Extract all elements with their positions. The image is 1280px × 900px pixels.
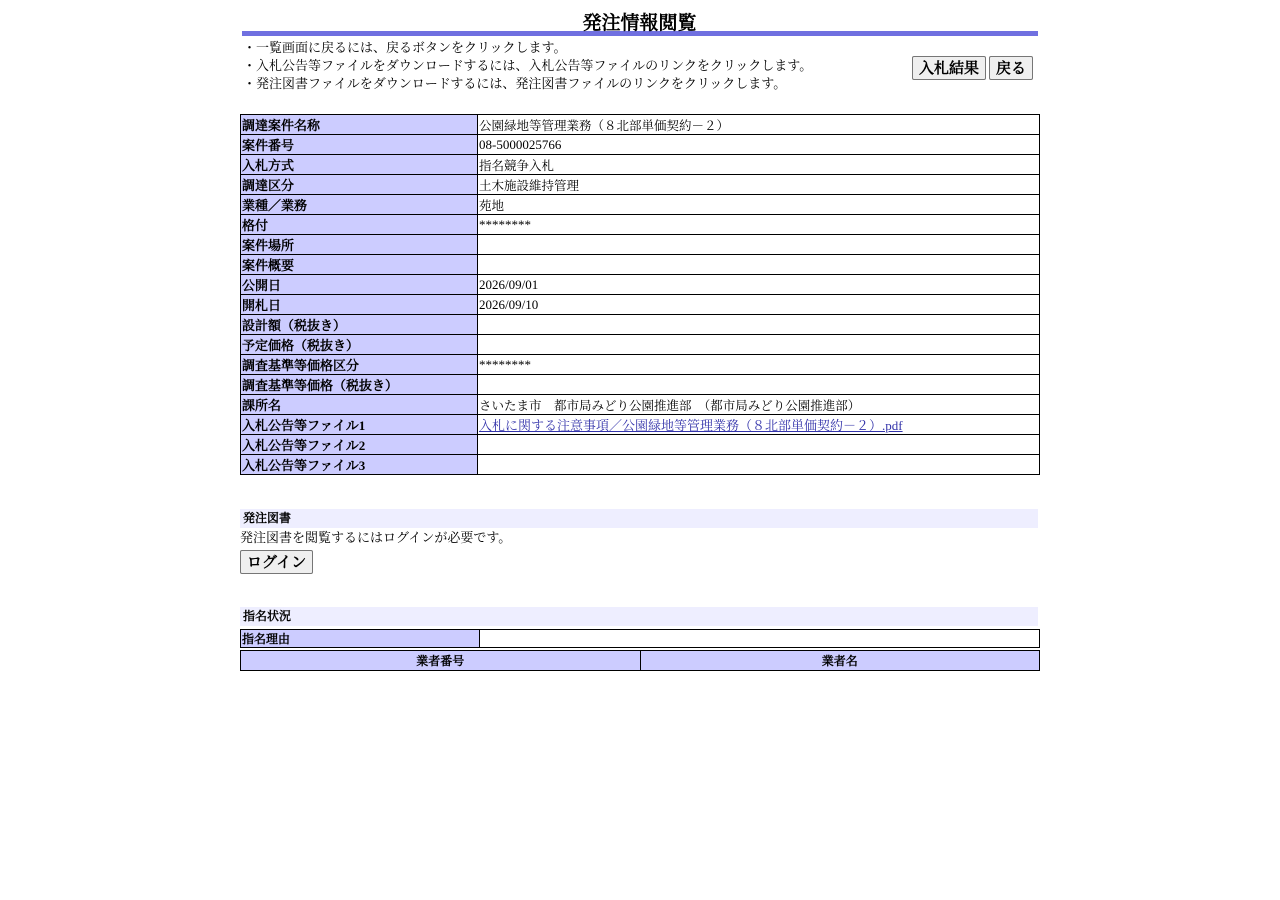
field-label: 調達案件名称 [241, 115, 478, 135]
table-row [241, 295, 1040, 315]
procurement-info-table [240, 114, 1040, 475]
field-label: 業種／業務 [241, 195, 478, 215]
field-label: 調査基準等価格（税抜き） [241, 375, 478, 395]
field-value: 指名競争入札 [478, 155, 1040, 175]
table-row [241, 115, 1040, 135]
field-label: 調査基準等価格区分 [241, 355, 478, 375]
vendor-name-header: 業者名 [640, 651, 1040, 671]
vendor-number-header: 業者番号 [241, 651, 641, 671]
field-label: 入札公告等ファイル1 [241, 415, 478, 435]
table-row [241, 435, 1040, 455]
field-label: 公開日 [241, 275, 478, 295]
instruction-line: ・入札公告等ファイルをダウンロードするには、入札公告等ファイルのリンクをクリックします。 [243, 59, 813, 74]
page [240, 0, 1040, 671]
field-value: 08-5000025766 [478, 135, 1040, 155]
table-row [241, 375, 1040, 395]
field-label: 案件番号 [241, 135, 478, 155]
field-label: 入札公告等ファイル2 [241, 435, 478, 455]
instructions-row [240, 36, 1040, 114]
nomination-reason-table [240, 629, 1040, 648]
table-row [241, 155, 1040, 175]
field-value: 苑地 [478, 195, 1040, 215]
documents-section-heading: 発注図書 [240, 509, 1038, 528]
nomination-reason-value [480, 630, 1040, 648]
login-button[interactable]: ログイン [240, 550, 313, 574]
table-row [241, 455, 1040, 475]
bid-notice-file-link[interactable]: 入札に関する注意事項／公園緑地等管理業務（８北部単価契約－２）.pdf [479, 418, 903, 433]
field-value [478, 255, 1040, 275]
field-value: ******** [478, 215, 1040, 235]
field-value: 土木施設維持管理 [478, 175, 1040, 195]
field-label: 格付 [241, 215, 478, 235]
field-label: 調達区分 [241, 175, 478, 195]
instruction-line: ・一覧画面に戻るには、戻るボタンをクリックします。 [243, 41, 567, 56]
field-value [478, 455, 1040, 475]
table-row [241, 395, 1040, 415]
nomination-section-heading: 指名状況 [240, 607, 1038, 626]
bid-result-button[interactable]: 入札結果 [912, 56, 986, 80]
field-value [478, 235, 1040, 255]
table-row [241, 315, 1040, 335]
nomination-reason-label: 指名理由 [241, 630, 480, 648]
table-row [241, 355, 1040, 375]
table-row [241, 135, 1040, 155]
field-value: 公園緑地等管理業務（８北部単価契約－２） [478, 115, 1040, 135]
field-label: 案件場所 [241, 235, 478, 255]
field-label: 入札方式 [241, 155, 478, 175]
field-value [478, 335, 1040, 355]
field-label: 予定価格（税抜き） [241, 335, 478, 355]
field-value [478, 375, 1040, 395]
table-row [241, 235, 1040, 255]
field-label: 案件概要 [241, 255, 478, 275]
login-required-note: 発注図書を閲覧するにはログインが必要です。 [240, 531, 512, 546]
field-value: 2026/09/10 [478, 295, 1040, 315]
table-row [241, 335, 1040, 355]
table-row [241, 275, 1040, 295]
field-value: ******** [478, 355, 1040, 375]
table-row [241, 630, 1040, 648]
field-label: 設計額（税抜き） [241, 315, 478, 335]
table-header-row [241, 651, 1040, 671]
field-value: 2026/09/01 [478, 275, 1040, 295]
table-row [241, 195, 1040, 215]
top-buttons [912, 56, 1033, 80]
vendor-table [240, 650, 1040, 671]
table-row [241, 215, 1040, 235]
field-label: 入札公告等ファイル3 [241, 455, 478, 475]
field-value [478, 415, 1040, 435]
table-row [241, 175, 1040, 195]
field-value [478, 435, 1040, 455]
field-label: 課所名 [241, 395, 478, 415]
table-row [241, 255, 1040, 275]
field-value [478, 315, 1040, 335]
instructions [243, 40, 812, 94]
field-label: 開札日 [241, 295, 478, 315]
back-button[interactable]: 戻る [989, 56, 1033, 80]
field-value: さいたま市 都市局みどり公園推進部 （都市局みどり公園推進部） [478, 395, 1040, 415]
page-title: 発注情報閲覧 [582, 12, 697, 34]
table-row [241, 415, 1040, 435]
instruction-line: ・発注図書ファイルをダウンロードするには、発注図書ファイルのリンクをクリックします。 [243, 77, 787, 92]
